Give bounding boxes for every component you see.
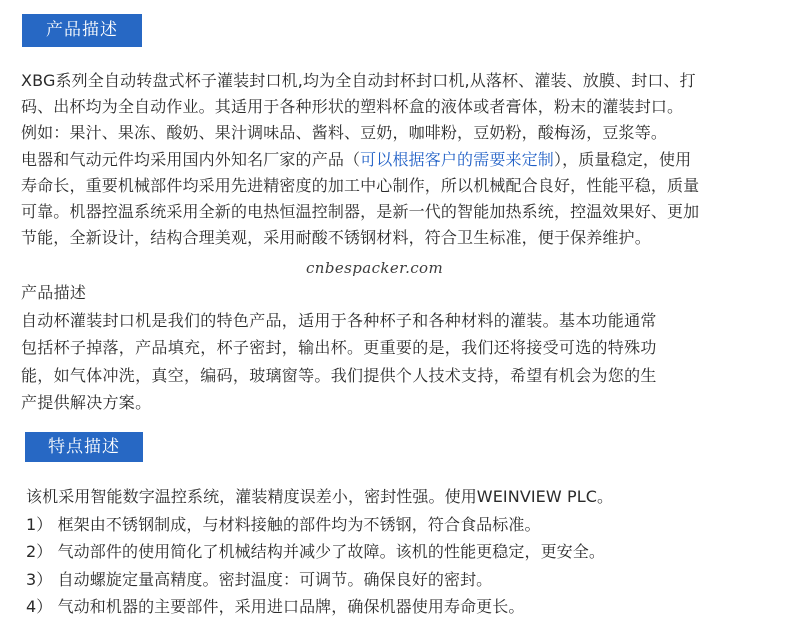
text-line: 节能，全新设计，结构合理美观，采用耐酸不锈钢材料，符合卫生标准，便于保养维护。 (21, 228, 651, 248)
product-description-paragraph (21, 68, 699, 251)
subheading: 产品描述 (21, 283, 87, 302)
text-segment: 电器和气动元件均采用国内外知名厂家的产品（ (21, 149, 361, 169)
highlighted-text: 可以根据客户的需要来定制 (360, 149, 554, 169)
text-line: 可靠。机器控温系统采用全新的电热恒温控制器，是新一代的智能加热系统，控温效果好、更加 (21, 202, 700, 222)
text-line: 产提供解决方案。 (21, 393, 152, 412)
text-line: 包括杯子掉落，产品填充，杯子密封，输出杯。更重要的是，我们还将接受可选的特殊功 (21, 338, 657, 357)
feature-item: 4） 气动和机器的主要部件，采用进口品牌，确保机器使用寿命更长。 (26, 597, 525, 616)
text-line: 能，如气体冲洗，真空，编码，玻璃窗等。我们提供个人技术支持，希望有机会为您的生 (21, 365, 657, 385)
features-intro: 该机采用智能数字温控系统，灌装精度误差小，密封性强。使用WEINVIEW PLC。 (26, 487, 614, 506)
features-list (26, 483, 613, 621)
feature-item: 3） 自动螺旋定量高精度。密封温度：可调节。确保良好的密封。 (26, 569, 493, 589)
text-line: 自动杯灌装封口机是我们的特色产品，适用于各种杯子和各种材料的灌装。基本功能通常 (21, 310, 657, 330)
text-line: 例如：果汁、果冻、酸奶、果汁调味品、酱料、豆奶，咖啡粉，豆奶粉，酸梅汤，豆浆等。 (21, 123, 668, 143)
feature-item: 2） 气动部件的使用简化了机械结构并减少了故障。该机的性能更稳定，更安全。 (26, 542, 605, 561)
text-segment: ），质量稳定，使用 (553, 149, 692, 169)
section-heading-product-description: 产品描述 (22, 14, 142, 47)
text-line-with-highlight (21, 147, 699, 173)
section-heading-features: 特点描述 (25, 432, 143, 462)
text-line: 寿命长，重要机械部件均采用先进精密度的加工中心制作，所以机械配合良好，性能平稳，质量 (21, 175, 700, 195)
watermark: cnbespacker.com (306, 259, 444, 277)
text-line: 码、出杯均为全自动作业。其适用于各种形状的塑料杯盒的液体或者膏体，粉末的灌装封口。 (21, 97, 684, 117)
text-line: XBG系列全自动转盘式杯子灌装封口机,均为全自动封杯封口机,从落杯、灌装、放膜、封口、打 (21, 71, 696, 90)
product-description-paragraph-2 (21, 279, 657, 417)
feature-item: 1） 框架由不锈钢制成，与材料接触的部件均为不锈钢，符合食品标准。 (26, 514, 541, 534)
